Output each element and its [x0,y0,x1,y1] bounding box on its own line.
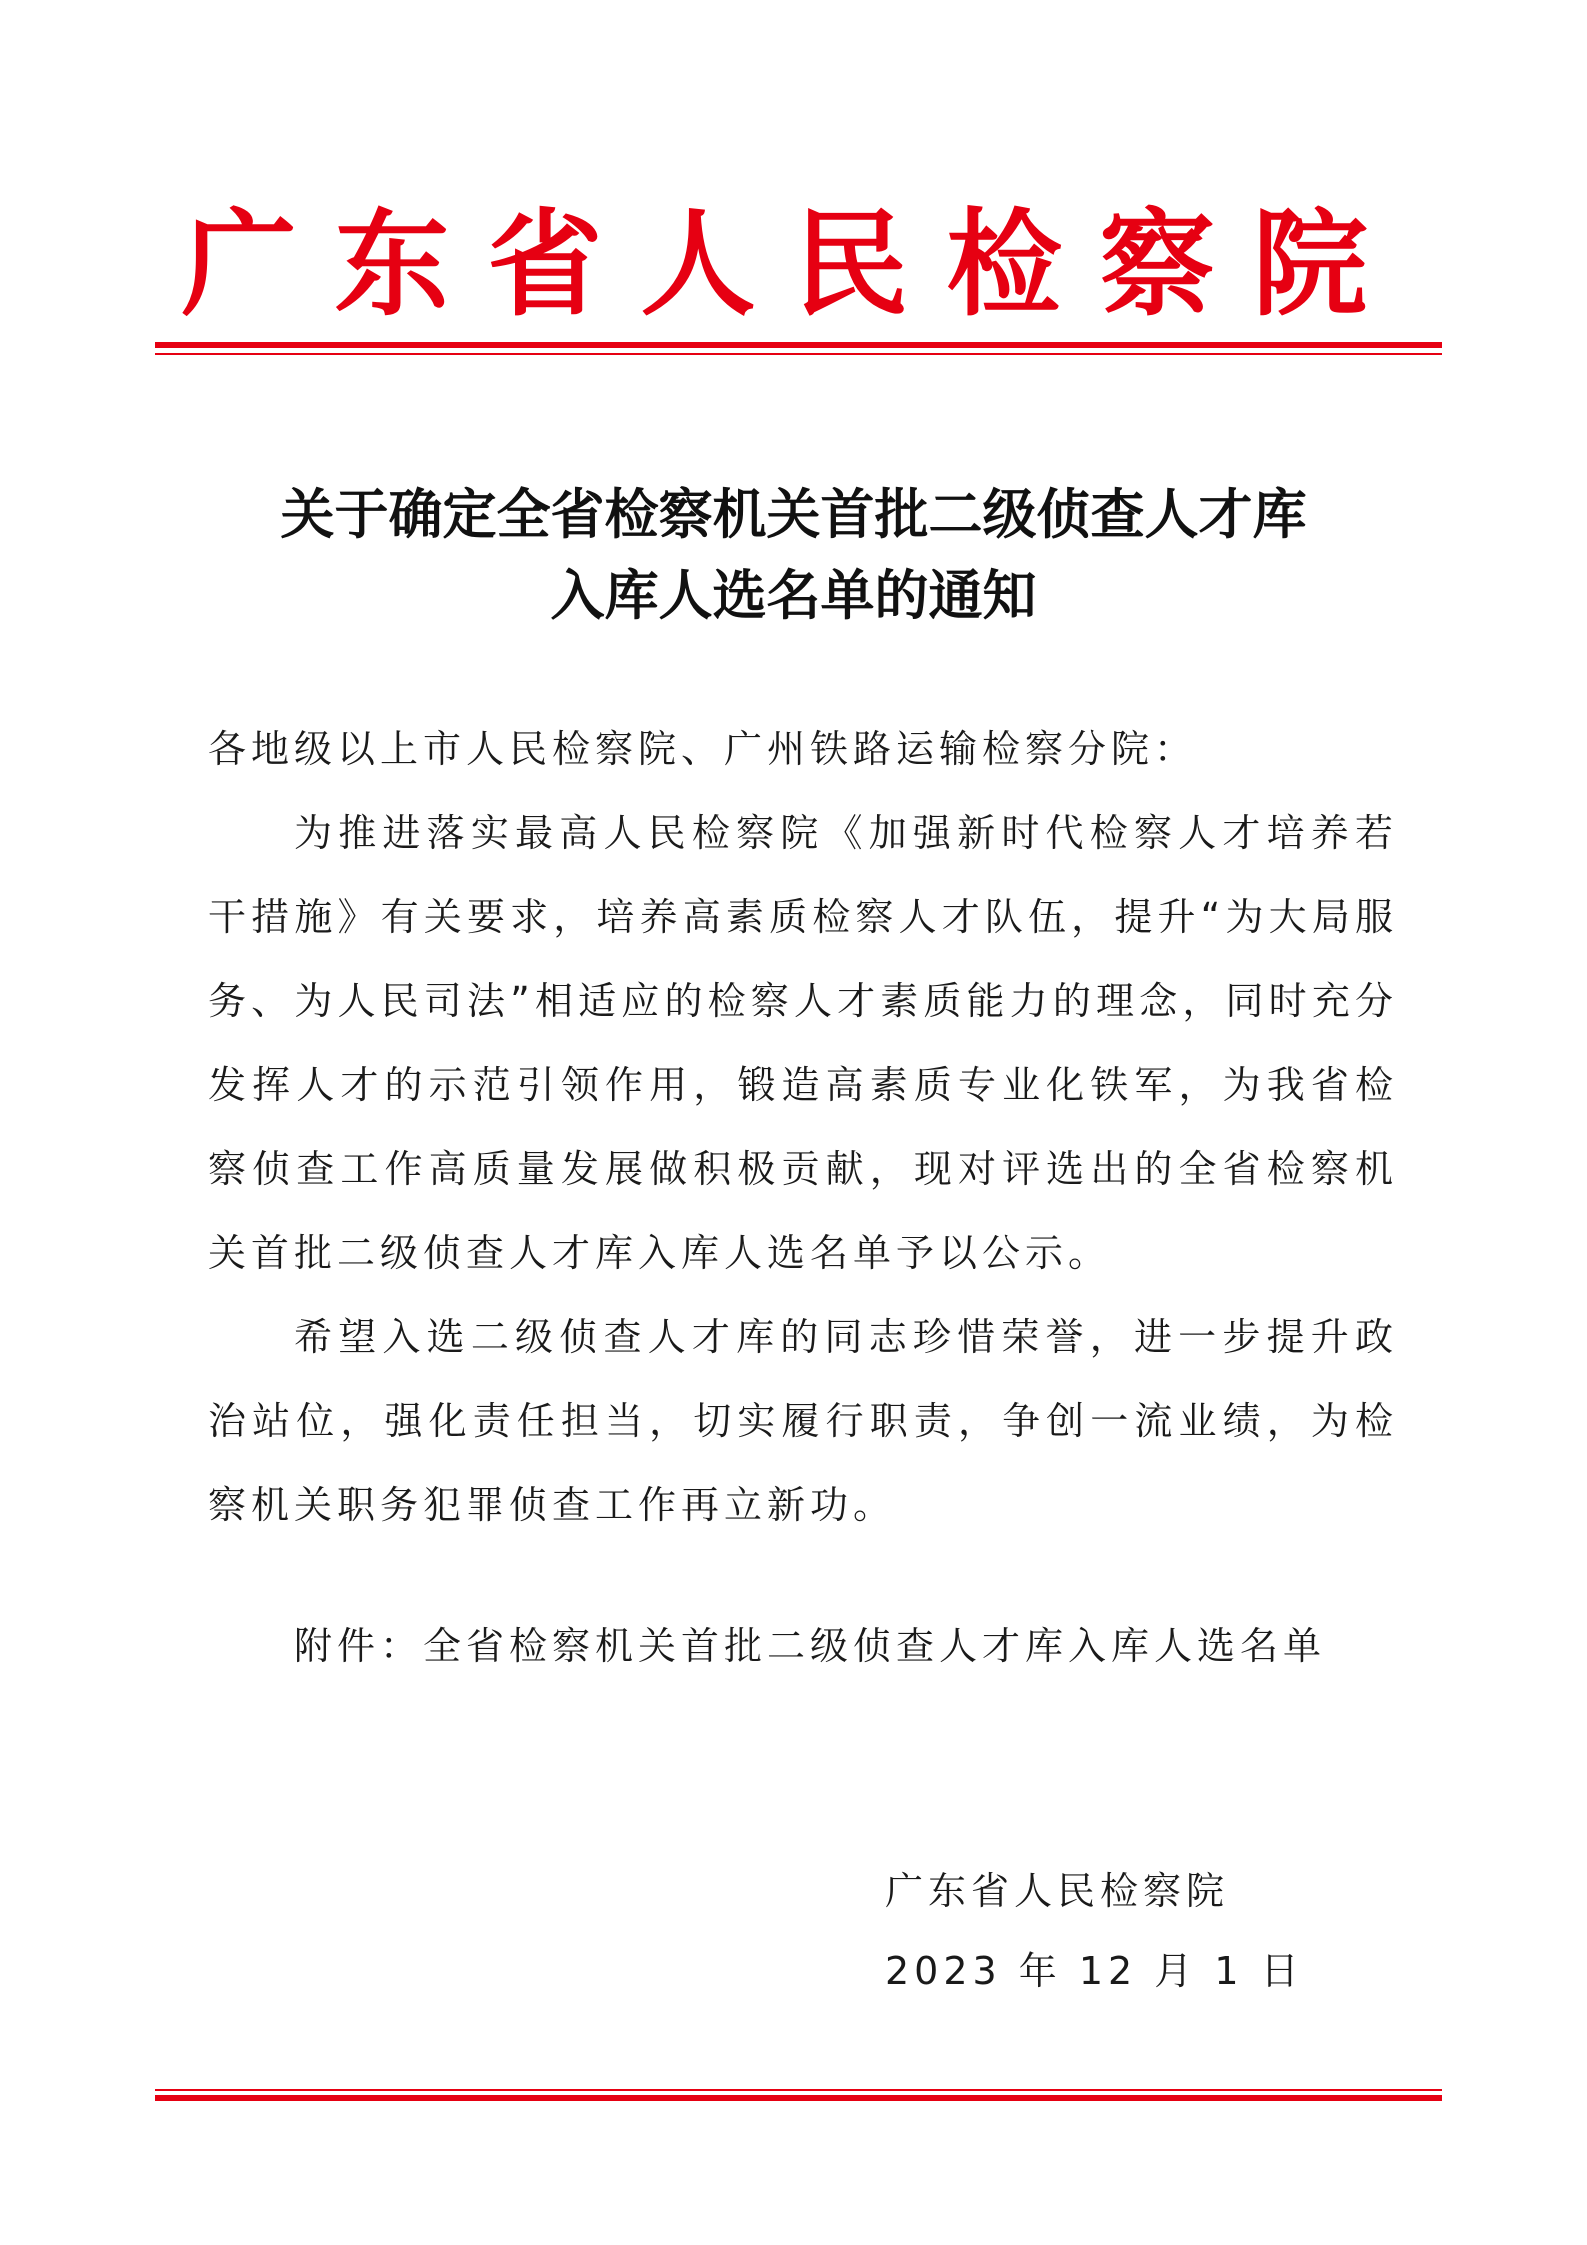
footer-rule-thick [155,2095,1442,2101]
body-paragraph-1: 为推进落实最高人民检察院《加强新时代检察人才培养若干措施》有关要求，培养高素质检察人才队伍，提升“为大局服务、为人民司法”相适应的检察人才素质能力的理念，同时充分发挥人才的示范引领作用，锻造高素质专业化铁军，为我省检察侦查工作高质量发展做积极贡献，现对评选出的全省检察机关首批二级侦查人才库入库人选名单予以公示。 [208,811,1398,1275]
letterhead-title: 广东省人民检察院 [181,197,1406,332]
letterhead-rule-thin [155,353,1442,355]
document-title-line-1: 关于确定全省检察机关首批二级侦查人才库 [280,482,1307,546]
letterhead-rule-thick [155,342,1442,348]
footer-rule-thin [155,2089,1442,2091]
document-title-line-2: 入库人选名单的通知 [550,563,1037,627]
signature-organization: 广东省人民检察院 [885,1869,1230,1913]
body-paragraph-2: 希望入选二级侦查人才库的同志珍惜荣誉，进一步提升政治站位，强化责任担当，切实履行职责，争创一流业绩，为检察机关职务犯罪侦查工作再立新功。 [208,1315,1398,1527]
salutation: 各地级以上市人民检察院、广州铁路运输检察分院： [208,727,1198,771]
attachment-note: 附件：全省检察机关首批二级侦查人才库入库人选名单 [294,1624,1327,1668]
signature-date: 2023 年 12 月 1 日 [885,1949,1304,1993]
